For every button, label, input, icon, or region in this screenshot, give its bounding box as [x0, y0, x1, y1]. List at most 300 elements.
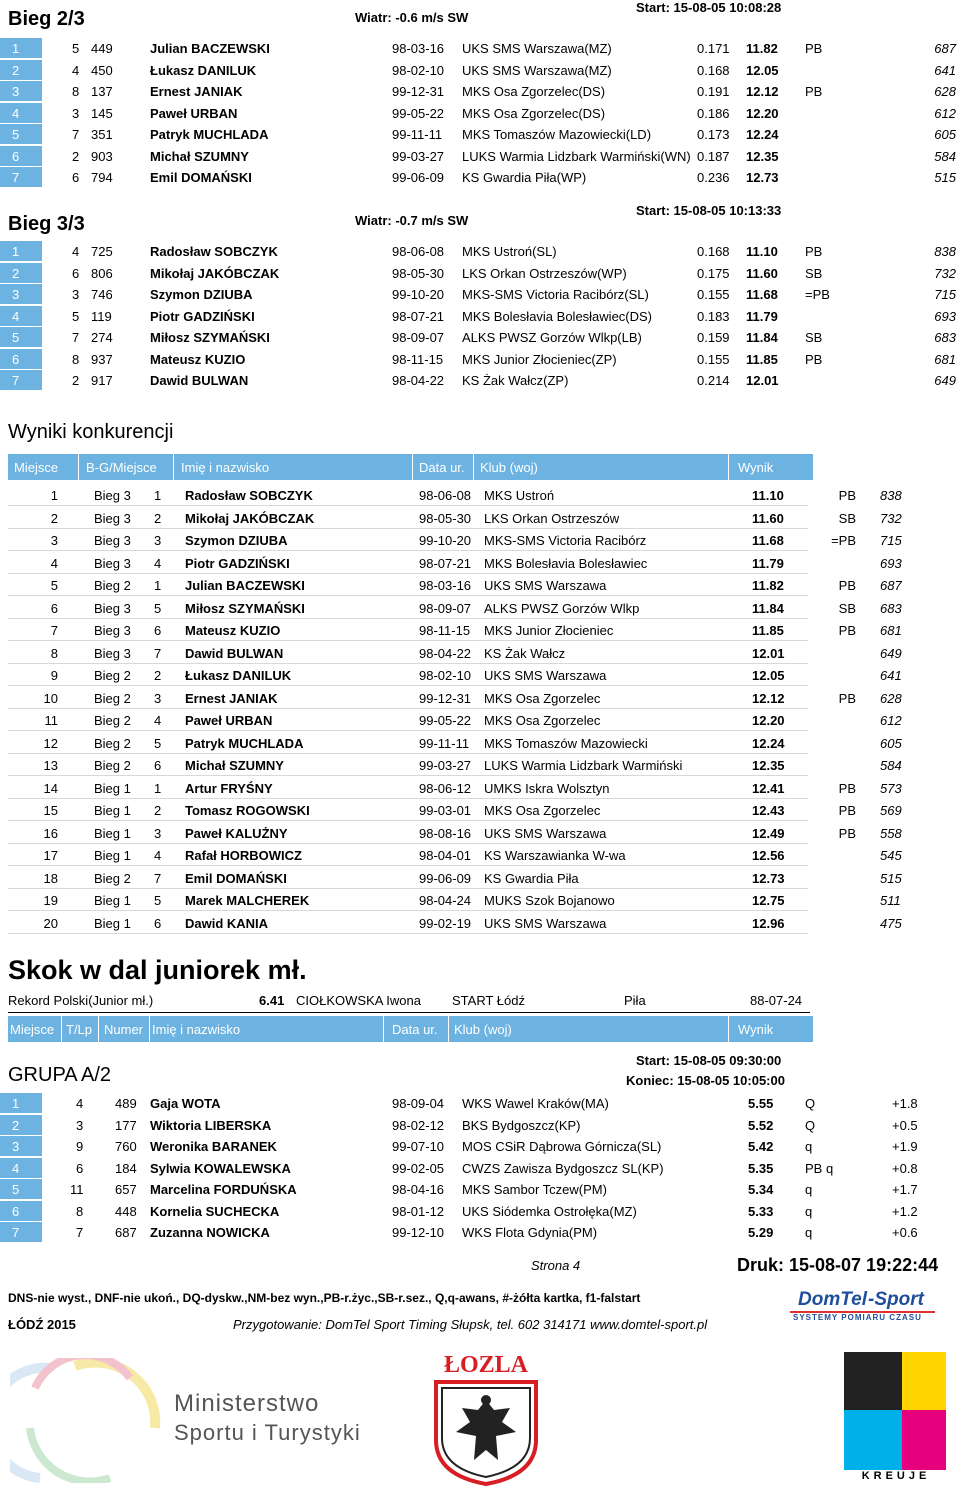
record-note: PB — [805, 41, 823, 56]
place: 12 — [43, 735, 58, 751]
club: LKS Orkan Ostrzeszów — [484, 510, 620, 526]
reaction-time: 0.187 — [697, 148, 730, 164]
record-note: PB — [838, 623, 856, 638]
athlete-name: Zuzanna NOWICKA — [150, 1225, 270, 1240]
points: 715 — [934, 287, 956, 302]
table-row — [0, 597, 960, 619]
lozla-logo: ŁOZLA — [432, 1352, 540, 1487]
table-row — [0, 889, 960, 911]
result: 11.79 — [746, 308, 778, 324]
heat-3-start: Start: 15-08-05 10:13:33 — [636, 203, 782, 218]
reaction-time: 0.155 — [697, 287, 730, 302]
lane: 4 — [76, 1096, 84, 1111]
result: 11.82 — [752, 578, 784, 593]
heat-place: 5 — [154, 893, 162, 908]
ministry-rings-icon — [10, 1358, 170, 1483]
heat: Bieg 1 — [94, 825, 131, 841]
birth-date: 99-11-11 — [392, 127, 443, 142]
heat-row — [0, 38, 960, 58]
athlete-name: Artur FRYŚNY — [185, 780, 273, 796]
result: 12.24 — [746, 127, 779, 142]
athlete-name: Julian BACZEWSKI — [185, 578, 305, 593]
points: 838 — [880, 488, 902, 503]
athlete-name: Rafał HORBOWICZ — [185, 848, 302, 863]
place: 6 — [0, 349, 42, 369]
heat-place: 1 — [154, 488, 162, 503]
athlete-name: Mikołaj JAKÓBCZAK — [150, 265, 280, 281]
heat-row — [0, 306, 960, 326]
domtel-logo: DomTel -Sport SYSTEMY POMIARU CZASU — [790, 1289, 940, 1323]
points: 715 — [880, 533, 902, 548]
heat-place: 4 — [154, 713, 162, 728]
birth-date: 99-12-10 — [392, 1225, 445, 1240]
lane: 6 — [72, 170, 80, 185]
place: 4 — [0, 1158, 42, 1178]
club: MKS-SMS Victoria Racibórz(SL) — [462, 287, 649, 302]
athlete-name: Paweł URBAN — [150, 105, 238, 121]
club: UKS SMS Warszawa(MZ) — [462, 62, 612, 78]
bib: 687 — [115, 1225, 137, 1240]
birth-date: 98-08-16 — [419, 825, 472, 841]
athlete-name: Szymon DZIUBA — [150, 287, 253, 302]
result: 12.73 — [746, 170, 779, 185]
athlete-name: Mikołaj JAKÓBCZAK — [185, 510, 315, 526]
place: 15 — [43, 803, 58, 818]
table-row — [0, 799, 960, 821]
record-note: =PB — [831, 533, 856, 548]
birth-date: 98-05-30 — [392, 265, 445, 281]
athlete-name: Radosław SOBCZYK — [185, 488, 313, 503]
club: MKS Osa Zgorzelec — [484, 690, 601, 706]
birth-date: 98-02-10 — [392, 62, 445, 78]
wind: +1.2 — [892, 1203, 918, 1219]
lj-col-number: Numer — [104, 1022, 144, 1037]
heat: Bieg 1 — [94, 780, 131, 796]
place: 7 — [0, 370, 42, 390]
wind: +0.8 — [892, 1160, 918, 1176]
record-note: PB — [838, 803, 856, 818]
result: 5.52 — [748, 1117, 774, 1133]
result: 11.68 — [746, 287, 778, 302]
points: 612 — [880, 713, 902, 728]
points: 545 — [880, 848, 902, 863]
result: 12.73 — [752, 870, 785, 886]
place: 9 — [50, 668, 58, 683]
page-number: Strona 4 — [531, 1258, 581, 1273]
record-note: SB — [838, 600, 856, 616]
record-place: Piła — [624, 993, 646, 1008]
bib: 725 — [91, 244, 113, 259]
lane: 3 — [76, 1117, 84, 1133]
col-header-place: Miejsce — [14, 460, 59, 475]
athlete-name: Dawid BULWAN — [185, 645, 284, 661]
reaction-time: 0.159 — [697, 330, 730, 345]
table-row — [0, 777, 960, 799]
table-row — [0, 867, 960, 889]
wind: +1.8 — [892, 1096, 918, 1111]
result: 12.35 — [752, 758, 785, 773]
result: 5.42 — [748, 1139, 774, 1154]
place: 4 — [0, 306, 42, 326]
birth-date: 99-05-22 — [392, 105, 445, 121]
athlete-name: Dawid BULWAN — [150, 373, 249, 388]
place: 13 — [43, 758, 58, 773]
heat-row — [0, 284, 960, 304]
club: MKS Bolesłavia Bolesławiec(DS) — [462, 308, 653, 324]
result: 12.05 — [746, 62, 779, 78]
result: 12.05 — [752, 668, 785, 683]
heat: Bieg 2 — [94, 758, 131, 773]
points: 605 — [934, 127, 956, 142]
lj-col-tlp: T/Lp — [66, 1022, 93, 1037]
athlete-name: Julian BACZEWSKI — [150, 41, 270, 56]
result: 5.34 — [748, 1182, 774, 1197]
reaction-time: 0.168 — [697, 244, 730, 259]
points: 584 — [934, 148, 956, 164]
place: 5 — [0, 327, 42, 347]
lane: 8 — [72, 351, 80, 367]
birth-date: 98-02-12 — [392, 1117, 445, 1133]
heat: Bieg 3 — [94, 488, 131, 503]
place: 6 — [0, 146, 42, 166]
club: KS Warszawianka W-wa — [484, 848, 626, 863]
record-note: =PB — [805, 287, 830, 302]
place: 17 — [43, 848, 58, 863]
place: 1 — [0, 1093, 42, 1113]
reaction-time: 0.236 — [697, 170, 730, 185]
place: 3 — [0, 284, 42, 304]
place: 14 — [43, 780, 58, 796]
lane: 6 — [76, 1160, 84, 1176]
long-jump-header-band — [8, 1016, 813, 1042]
col-header-result: Wynik — [738, 460, 774, 475]
heat-place: 1 — [154, 578, 162, 593]
club: MKS Bolesłavia Bolesławiec — [484, 555, 648, 571]
bib: 794 — [91, 170, 113, 185]
reaction-time: 0.183 — [697, 308, 730, 324]
result: 11.60 — [752, 510, 784, 526]
athlete-name: Emil DOMAŃSKI — [185, 870, 287, 886]
birth-date: 99-10-20 — [392, 287, 445, 302]
place: 2 — [0, 60, 42, 80]
points: 732 — [880, 510, 902, 526]
athlete-name: Łukasz DANILUK — [185, 668, 292, 683]
table-row — [0, 664, 960, 686]
heat-place: 3 — [154, 825, 162, 841]
reaction-time: 0.214 — [697, 373, 730, 388]
result: 12.35 — [746, 148, 779, 164]
place: 20 — [43, 915, 58, 931]
result: 12.43 — [752, 803, 785, 818]
place: 4 — [50, 555, 58, 571]
table-row — [0, 732, 960, 754]
birth-date: 98-03-16 — [392, 41, 445, 56]
birth-date: 98-07-21 — [419, 555, 472, 571]
heat-row — [0, 124, 960, 144]
club: UKS SMS Warszawa — [484, 825, 607, 841]
bib: 449 — [91, 41, 113, 56]
bib: 806 — [91, 265, 113, 281]
athlete-name: Ernest JANIAK — [150, 84, 243, 99]
result: 11.10 — [746, 244, 778, 259]
club: ALKS PWSZ Gorzów Wlkp(LB) — [462, 330, 642, 345]
jump-row — [0, 1222, 960, 1242]
col-header-club: Klub (woj) — [480, 460, 538, 475]
record-note: PB — [805, 84, 823, 99]
athlete-name: Mateusz KUZIO — [185, 623, 281, 638]
heat: Bieg 3 — [94, 645, 131, 661]
points: 475 — [880, 915, 902, 931]
points: 681 — [880, 623, 902, 638]
heat-row — [0, 60, 960, 80]
athlete-name: Marcelina FORDUŃSKA — [150, 1182, 297, 1197]
athlete-name: Mateusz KUZIO — [150, 351, 246, 367]
heat-place: 4 — [154, 848, 162, 863]
record-row — [8, 993, 810, 1013]
lane: 3 — [72, 105, 80, 121]
table-row — [0, 507, 960, 529]
birth-date: 98-11-15 — [419, 623, 471, 638]
points: 605 — [880, 735, 902, 751]
lane: 2 — [72, 373, 80, 388]
birth-date: 98-11-15 — [392, 351, 444, 367]
reaction-time: 0.191 — [697, 84, 730, 99]
col-header-heat-place: B-G/Miejsce — [86, 460, 157, 475]
bib: 657 — [115, 1182, 137, 1197]
club: MKS Ustroń(SL) — [462, 244, 557, 259]
points: 515 — [880, 870, 902, 886]
heat-place: 2 — [154, 668, 162, 683]
heat: Bieg 3 — [94, 600, 131, 616]
club: BKS Bydgoszcz(KP) — [462, 1117, 581, 1133]
lane: 9 — [76, 1139, 84, 1154]
athlete-name: Marek MALCHEREK — [185, 893, 310, 908]
birth-date: 98-04-16 — [392, 1182, 445, 1197]
heat-place: 5 — [154, 600, 162, 616]
club: UKS SMS Warszawa(MZ) — [462, 41, 612, 56]
club: LUKS Warmia Lidzbark Warmiński(WN) — [462, 148, 691, 164]
place: 2 — [50, 510, 58, 526]
bib: 274 — [91, 330, 113, 345]
heat: Bieg 2 — [94, 668, 131, 683]
points: 515 — [934, 170, 956, 185]
points: 683 — [934, 330, 956, 345]
birth-date: 98-07-21 — [392, 308, 445, 324]
points: 681 — [934, 351, 956, 367]
heat: Bieg 3 — [94, 533, 131, 548]
table-row — [0, 709, 960, 731]
birth-date: 99-06-09 — [419, 870, 472, 886]
jump-row — [0, 1136, 960, 1156]
heat-place: 2 — [154, 803, 162, 818]
club: MUKS Szok Bojanowo — [484, 893, 615, 908]
bib: 137 — [91, 84, 113, 99]
club: KS Żak Wałcz — [484, 645, 566, 661]
birth-date: 98-02-10 — [419, 668, 472, 683]
heat: Bieg 2 — [94, 735, 131, 751]
bib: 184 — [115, 1160, 137, 1176]
athlete-name: Kornelia SUCHECKA — [150, 1203, 280, 1219]
lane: 7 — [76, 1225, 84, 1240]
result: 12.56 — [752, 848, 785, 863]
record-note: PB — [838, 488, 856, 503]
table-row — [0, 484, 960, 506]
lane: 8 — [72, 84, 80, 99]
legend: DNS-nie wyst., DNF-nie ukoń., DQ-dyskw.,NM-bez wyn.,PB-r.życ.,SB-r.sez., Q,q-awans, #-żółta kartka, f1-falstart — [8, 1291, 641, 1305]
place: 16 — [43, 825, 58, 841]
place: 2 — [0, 263, 42, 283]
birth-date: 99-06-09 — [392, 170, 445, 185]
birth-date: 98-06-08 — [392, 244, 445, 259]
bib: 450 — [91, 62, 113, 78]
points: 649 — [880, 645, 902, 661]
heat-row — [0, 146, 960, 166]
lane: 5 — [72, 308, 80, 324]
athlete-name: Łukasz DANILUK — [150, 62, 257, 78]
record-note: PB — [805, 244, 823, 259]
result: 12.20 — [752, 713, 785, 728]
club: MKS Tomaszów Mazowiecki(LD) — [462, 127, 652, 142]
club: MKS Junior Złocieniec(ZP) — [462, 351, 617, 367]
result: 12.12 — [746, 84, 779, 99]
col-header-birth: Data ur. — [419, 460, 465, 475]
points: 584 — [880, 758, 902, 773]
reaction-time: 0.168 — [697, 62, 730, 78]
birth-date: 99-10-20 — [419, 533, 472, 548]
competition-header-band — [8, 454, 813, 480]
points: 641 — [934, 62, 956, 78]
place: 5 — [0, 124, 42, 144]
result: 11.79 — [752, 555, 784, 571]
heat-row — [0, 370, 960, 390]
wind: +1.7 — [892, 1182, 918, 1197]
birth-date: 99-02-19 — [419, 915, 472, 931]
birth-date: 99-03-01 — [419, 803, 472, 818]
club: MKS Osa Zgorzelec(DS) — [462, 84, 606, 99]
lane: 3 — [72, 287, 80, 302]
bib: 489 — [115, 1096, 137, 1111]
athlete-name: Patryk MUCHLADA — [150, 127, 269, 142]
athlete-name: Szymon DZIUBA — [185, 533, 288, 548]
points: 838 — [934, 244, 956, 259]
reaction-time: 0.171 — [697, 41, 730, 56]
lane: 11 — [70, 1182, 84, 1197]
heat: Bieg 2 — [94, 713, 131, 728]
birth-date: 99-12-31 — [392, 84, 445, 99]
row-divider — [8, 933, 808, 934]
athlete-name: Michał SZUMNY — [150, 148, 249, 164]
birth-date: 98-04-22 — [419, 645, 472, 661]
heat-row — [0, 241, 960, 261]
birth-date: 98-05-30 — [419, 510, 472, 526]
heat-2-start: Start: 15-08-05 10:08:28 — [636, 0, 782, 15]
result: 12.41 — [752, 780, 785, 796]
club: MOS CSiR Dąbrowa Górnicza(SL) — [462, 1139, 662, 1154]
place: 3 — [0, 81, 42, 101]
club: ALKS PWSZ Gorzów Wlkp — [484, 600, 640, 616]
club: KS Żak Wałcz(ZP) — [462, 373, 569, 388]
record-date: 88-07-24 — [750, 993, 803, 1008]
record-note: PB — [838, 690, 856, 706]
jump-row — [0, 1093, 960, 1113]
club: WKS Flota Gdynia(PM) — [462, 1225, 598, 1240]
result: 12.96 — [752, 915, 785, 931]
jump-row — [0, 1201, 960, 1221]
result: 12.24 — [752, 735, 785, 751]
club: MKS Ustroń — [484, 488, 555, 503]
record-note: SB — [838, 510, 856, 526]
qualification: PB q — [805, 1160, 834, 1176]
club: MKS Tomaszów Mazowiecki — [484, 735, 648, 751]
birth-date: 98-09-07 — [419, 600, 472, 616]
jump-row — [0, 1179, 960, 1199]
bib: 145 — [91, 105, 113, 121]
heat: Bieg 2 — [94, 870, 131, 886]
print-time: Druk: 15-08-07 19:22:44 — [737, 1255, 939, 1275]
club: WKS Wawel Kraków(MA) — [462, 1096, 609, 1111]
birth-date: 99-05-22 — [419, 713, 472, 728]
athlete-name: Sylwia KOWALEWSKA — [150, 1160, 291, 1176]
club: MKS-SMS Victoria Racibórz — [484, 533, 647, 548]
athlete-name: Wiktoria LIBERSKA — [150, 1117, 272, 1133]
athlete-name: Tomasz ROGOWSKI — [185, 803, 310, 818]
birth-date: 99-11-11 — [419, 735, 470, 751]
birth-date: 99-03-27 — [392, 148, 445, 164]
table-row — [0, 574, 960, 596]
bib: 760 — [115, 1139, 137, 1154]
lj-col-birth: Data ur. — [392, 1022, 438, 1037]
table-row — [0, 619, 960, 641]
heat-2-title: Bieg 2/3 — [8, 8, 85, 30]
athlete-name: Radosław SOBCZYK — [150, 244, 278, 259]
result: 5.35 — [748, 1160, 774, 1176]
lane: 7 — [72, 330, 80, 345]
athlete-name: Weronika BARANEK — [150, 1139, 277, 1154]
place: 6 — [0, 1201, 42, 1221]
athlete-name: Miłosz SZYMAŃSKI — [185, 600, 305, 616]
lane: 4 — [72, 244, 80, 259]
record-note: SB — [805, 330, 823, 345]
points: 569 — [880, 803, 902, 818]
club: KS Gwardia Piła(WP) — [462, 170, 587, 185]
athlete-name: Patryk MUCHLADA — [185, 735, 304, 751]
birth-date: 98-04-01 — [419, 848, 472, 863]
record-value: 6.41 — [259, 993, 285, 1008]
bib: 448 — [115, 1203, 137, 1219]
place: 7 — [50, 623, 58, 638]
ministry-logo: Ministerstwo Sportu i Turystyki — [10, 1358, 350, 1483]
result: 12.01 — [746, 373, 779, 388]
record-note: PB — [838, 825, 856, 841]
heat-row — [0, 81, 960, 101]
points: 687 — [934, 41, 956, 56]
table-row — [0, 822, 960, 844]
result: 12.75 — [752, 893, 785, 908]
bib: 917 — [91, 373, 113, 388]
club: CWZS Zawisza Bydgoszcz SL(KP) — [462, 1160, 664, 1176]
points: 693 — [934, 308, 956, 324]
result: 11.84 — [752, 600, 784, 616]
heat-place: 3 — [154, 690, 162, 706]
table-row — [0, 687, 960, 709]
birth-date: 99-12-31 — [419, 690, 472, 706]
place: 11 — [44, 713, 58, 728]
qualification: q — [805, 1182, 813, 1197]
heat-place: 4 — [154, 555, 162, 571]
record-club: START Łódź — [452, 993, 525, 1008]
heat: Bieg 3 — [94, 623, 131, 638]
table-row — [0, 552, 960, 574]
